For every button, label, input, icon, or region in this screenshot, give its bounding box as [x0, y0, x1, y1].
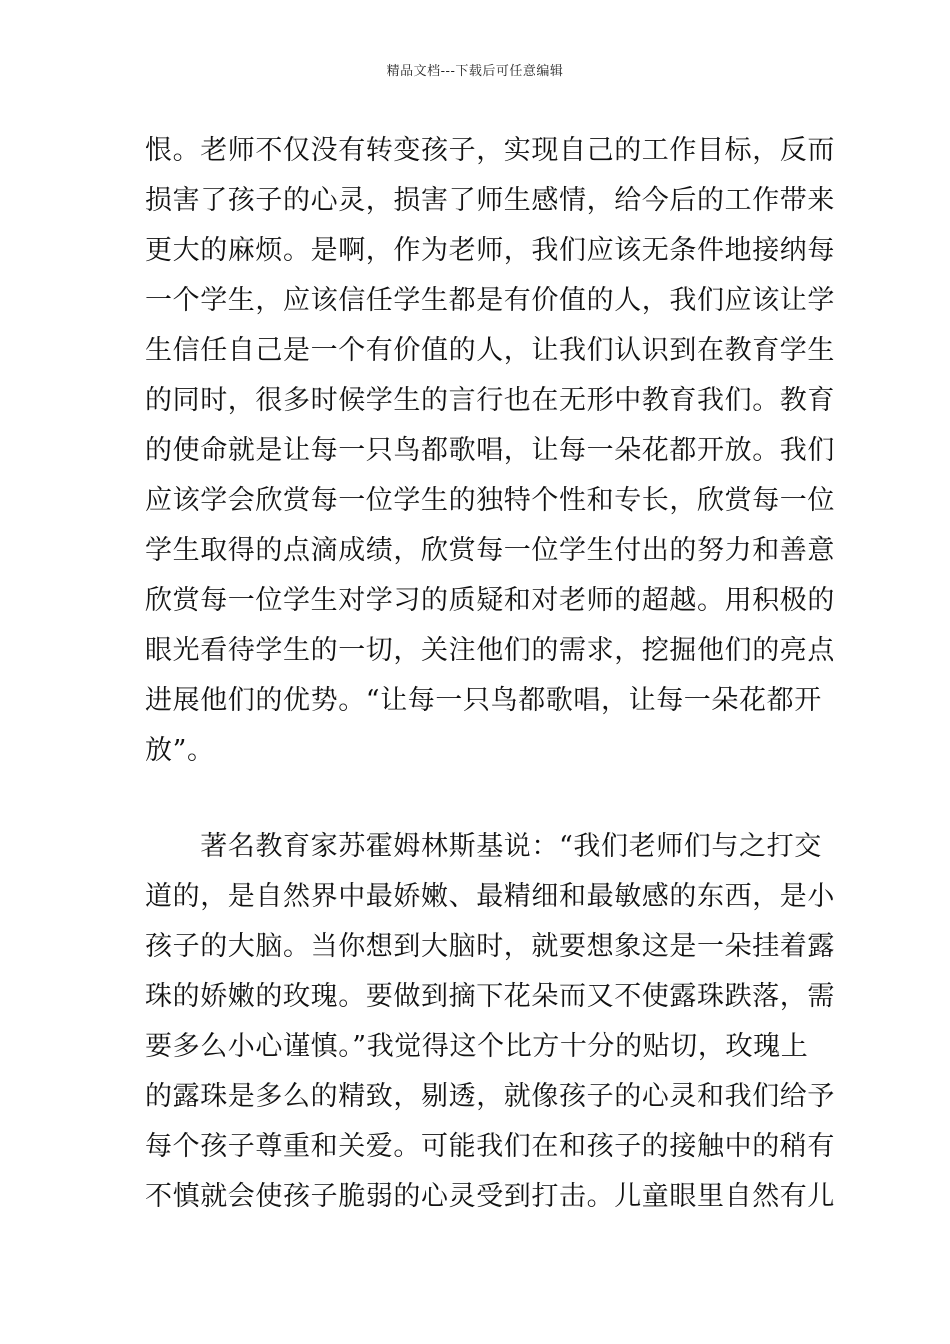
text-line: 欣赏每一位学生对学习的质疑和对老师的超越。用积极的 [145, 585, 835, 616]
text-line: 著名教育家苏霍姆林斯基说：“我们老师们与之打交 [145, 831, 822, 862]
text-line: 孩子的大脑。当你想到大脑时，就要想象这是一朵挂着露 [145, 931, 835, 962]
text-line: 放”。 [145, 735, 215, 766]
text-line: 损害了孩子的心灵，损害了师生感情，给今后的工作带来 [145, 185, 835, 216]
text-line: 不慎就会使孩子脆弱的心灵受到打击。儿童眼里自然有儿 [145, 1181, 835, 1212]
text-line: 的露珠是多么的精致，剔透，就像孩子的心灵和我们给予 [145, 1081, 835, 1112]
text-line: 应该学会欣赏每一位学生的独特个性和专长，欣赏每一位 [145, 485, 835, 516]
text-line: 进展他们的优势。“让每一只鸟都歌唱，让每一朵花都开 [145, 685, 822, 716]
text-line: 每个孩子尊重和关爱。可能我们在和孩子的接触中的稍有 [145, 1131, 835, 1162]
paragraph-2 [145, 822, 835, 1222]
text-line: 一个学生，应该信任学生都是有价值的人，我们应该让学 [145, 285, 835, 316]
paragraph-1 [145, 126, 835, 776]
text-line: 更大的麻烦。是啊，作为老师，我们应该无条件地接纳每 [145, 235, 835, 266]
text-line: 的使命就是让每一只鸟都歌唱，让每一朵花都开放。我们 [145, 435, 835, 466]
text-line: 道的，是自然界中最娇嫩、最精细和最敏感的东西，是小 [145, 881, 835, 912]
text-line: 要多么小心谨慎。”我觉得这个比方十分的贴切，玫瑰上 [145, 1031, 809, 1062]
text-line: 珠的娇嫩的玫瑰。要做到摘下花朵而又不使露珠跌落，需 [145, 981, 835, 1012]
page-header: 精品文档---下载后可任意编辑 [386, 64, 564, 79]
text-line: 的同时，很多时候学生的言行也在无形中教育我们。教育 [145, 385, 835, 416]
text-line: 学生取得的点滴成绩，欣赏每一位学生付出的努力和善意 [145, 535, 835, 566]
text-line: 恨。老师不仅没有转变孩子，实现自己的工作目标，反而 [145, 135, 835, 166]
text-line: 生信任自己是一个有价值的人，让我们认识到在教育学生 [145, 335, 835, 366]
text-line: 眼光看待学生的一切，关注他们的需求，挖掘他们的亮点 [145, 635, 835, 666]
